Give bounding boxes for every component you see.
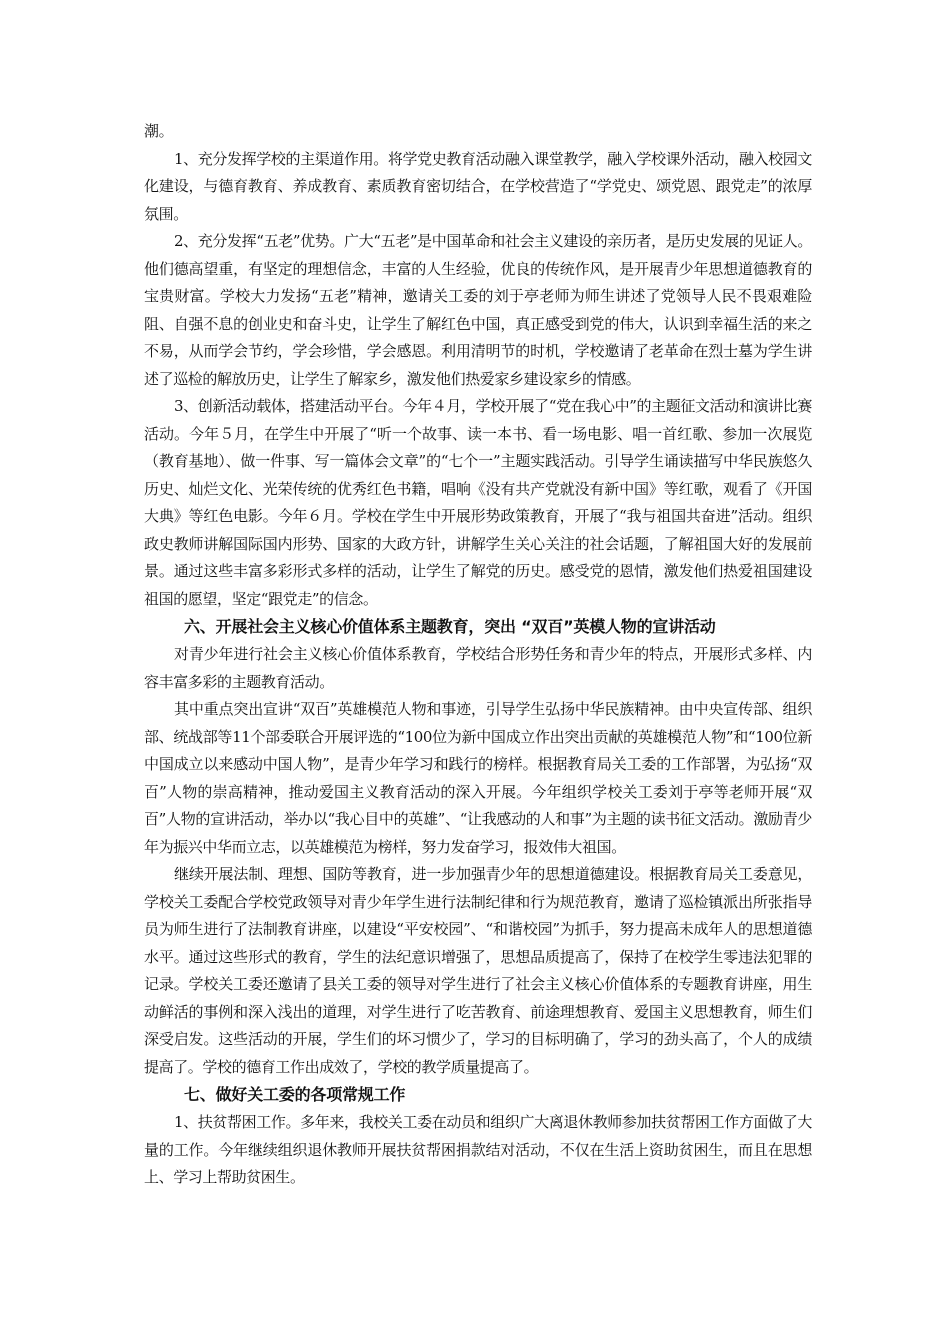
paragraph-section6-intro: 对青少年进行社会主义核心价值体系教育，学校结合形势任务和青少年的特点，开展形式多样、内容丰富多彩的主题教育活动。 (144, 645, 812, 691)
paragraph-continuation: 潮。 (144, 122, 174, 140)
paragraph-section6-legal: 继续开展法制、理想、国防等教育，进一步加强青少年的思想道德建设。根据教育局关工委意见，学校关工委配合学校党政领导对青少年学生进行法制纪律和行为规范教育，邀请了巡检镇派出所张指导员为师生进行了法制教育讲座，以建设“平安校园”、“和谐校园”为抓手，努力提高未成年人的思想道德水平。通过这些形式的教育，学生的法纪意识增强了，思想品质提高了，保持了在校学生零违法犯罪的记录。学校关工委还邀请了县关工委的领导对学生进行了社会主义核心价值体系的专题教育讲座，用生动鲜活的事例和深入浅出的道理，对学生进行了吃苦教育、前途理想教育、爱国主义思想教育，师生们深受启发。这些活动的开展，学生们的坏习惯少了，学习的目标明确了，学习的劲头高了，个人的成绩提高了。学校的德育工作出成效了，学校的教学质量提高了。 (144, 865, 812, 1076)
paragraph-section7-item-1: 1、扶贫帮困工作。多年来，我校关工委在动员和组织广大离退休教师参加扶贫帮困工作方面做了大量的工作。今年继续组织退休教师开展扶贫帮困捐款结对活动，不仅在生活上资助贫困生，而且在思想上、学习上帮助贫困生。 (144, 1113, 812, 1186)
section-heading-six: 六、开展社会主义核心价值体系主题教育，突出 “双百”英模人物的宣讲活动 (184, 617, 716, 636)
paragraph-item-3: 3、创新活动载体，搭建活动平台。今年４月，学校开展了“党在我心中”的主题征文活动和演讲比赛活动。今年５月，在学生中开展了“听一个故事、读一本书、看一场电影、唱一首红歌、参加一次展览（教育基地）、做一件事、写一篇体会文章”的“七个一”主题实践活动。引导学生诵读描写中华民族悠久历史、灿烂文化、光荣传统的优秀红色书籍，唱响《没有共产党就没有新中国》等红歌，观看了《开国大典》等红色电影。今年６月。学校在学生中开展形势政策教育，开展了“我与祖国共奋进”活动。组织政史教师讲解国际国内形势、国家的大政方针，讲解学生关心关注的社会话题，了解祖国大好的发展前景。通过这些丰富多彩形式多样的活动，让学生了解党的历史。感受党的恩情，激发他们热爱祖国建设祖国的愿望，坚定“跟党走”的信念。 (144, 397, 812, 608)
section-heading-seven: 七、做好关工委的各项常规工作 (184, 1085, 406, 1104)
paragraph-item-1: 1、充分发挥学校的主渠道作用。将学党史教育活动融入课堂教学，融入学校课外活动，融入校园文化建设，与德育教育、养成教育、素质教育密切结合，在学校营造了“学党史、颂党恩、跟党走”的浓厚氛围。 (144, 149, 812, 223)
paragraph-section6-heroes: 其中重点突出宣讲“双百”英雄模范人物和事迹，引导学生弘扬中华民族精神。由中央宣传部、组织部、统战部等11个部委联合开展评选的“100位为新中国成立作出突出贡献的英雄模范人物”和“100位新中国成立以来感动中国人物”，是青少年学习和践行的榜样。根据教育局关工委的工作部署，为弘扬“双百”人物的崇高精神，推动爱国主义教育活动的深入开展。今年组织学校关工委刘于亭等老师开展“双百”人物的宣讲活动，举办以“我心目中的英雄”、“让我感动的人和事”为主题的读书征文活动。激励青少年为振兴中华而立志，以英雄模范为榜样，努力发奋学习，报效伟大祖国。 (144, 700, 812, 856)
paragraph-item-2: 2、充分发挥“五老”优势。广大“五老”是中国革命和社会主义建设的亲历者，是历史发展的见证人。他们德高望重，有坚定的理想信念，丰富的人生经验，优良的传统作风，是开展青少年思想道德教育的宝贵财富。学校大力发扬“五老”精神，邀请关工委的刘于亭老师为师生讲述了党领导人民不畏艰难险阻、自强不息的创业史和奋斗史，让学生了解红色中国，真正感受到党的伟大，认识到幸福生活的来之不易，从而学会节约，学会珍惜，学会感恩。利用清明节的时机，学校邀请了老革命在烈士墓为学生讲述了巡检的解放历史，让学生了解家乡，激发他们热爱家乡建设家乡的情感。 (144, 232, 812, 388)
document-page (144, 118, 812, 1192)
